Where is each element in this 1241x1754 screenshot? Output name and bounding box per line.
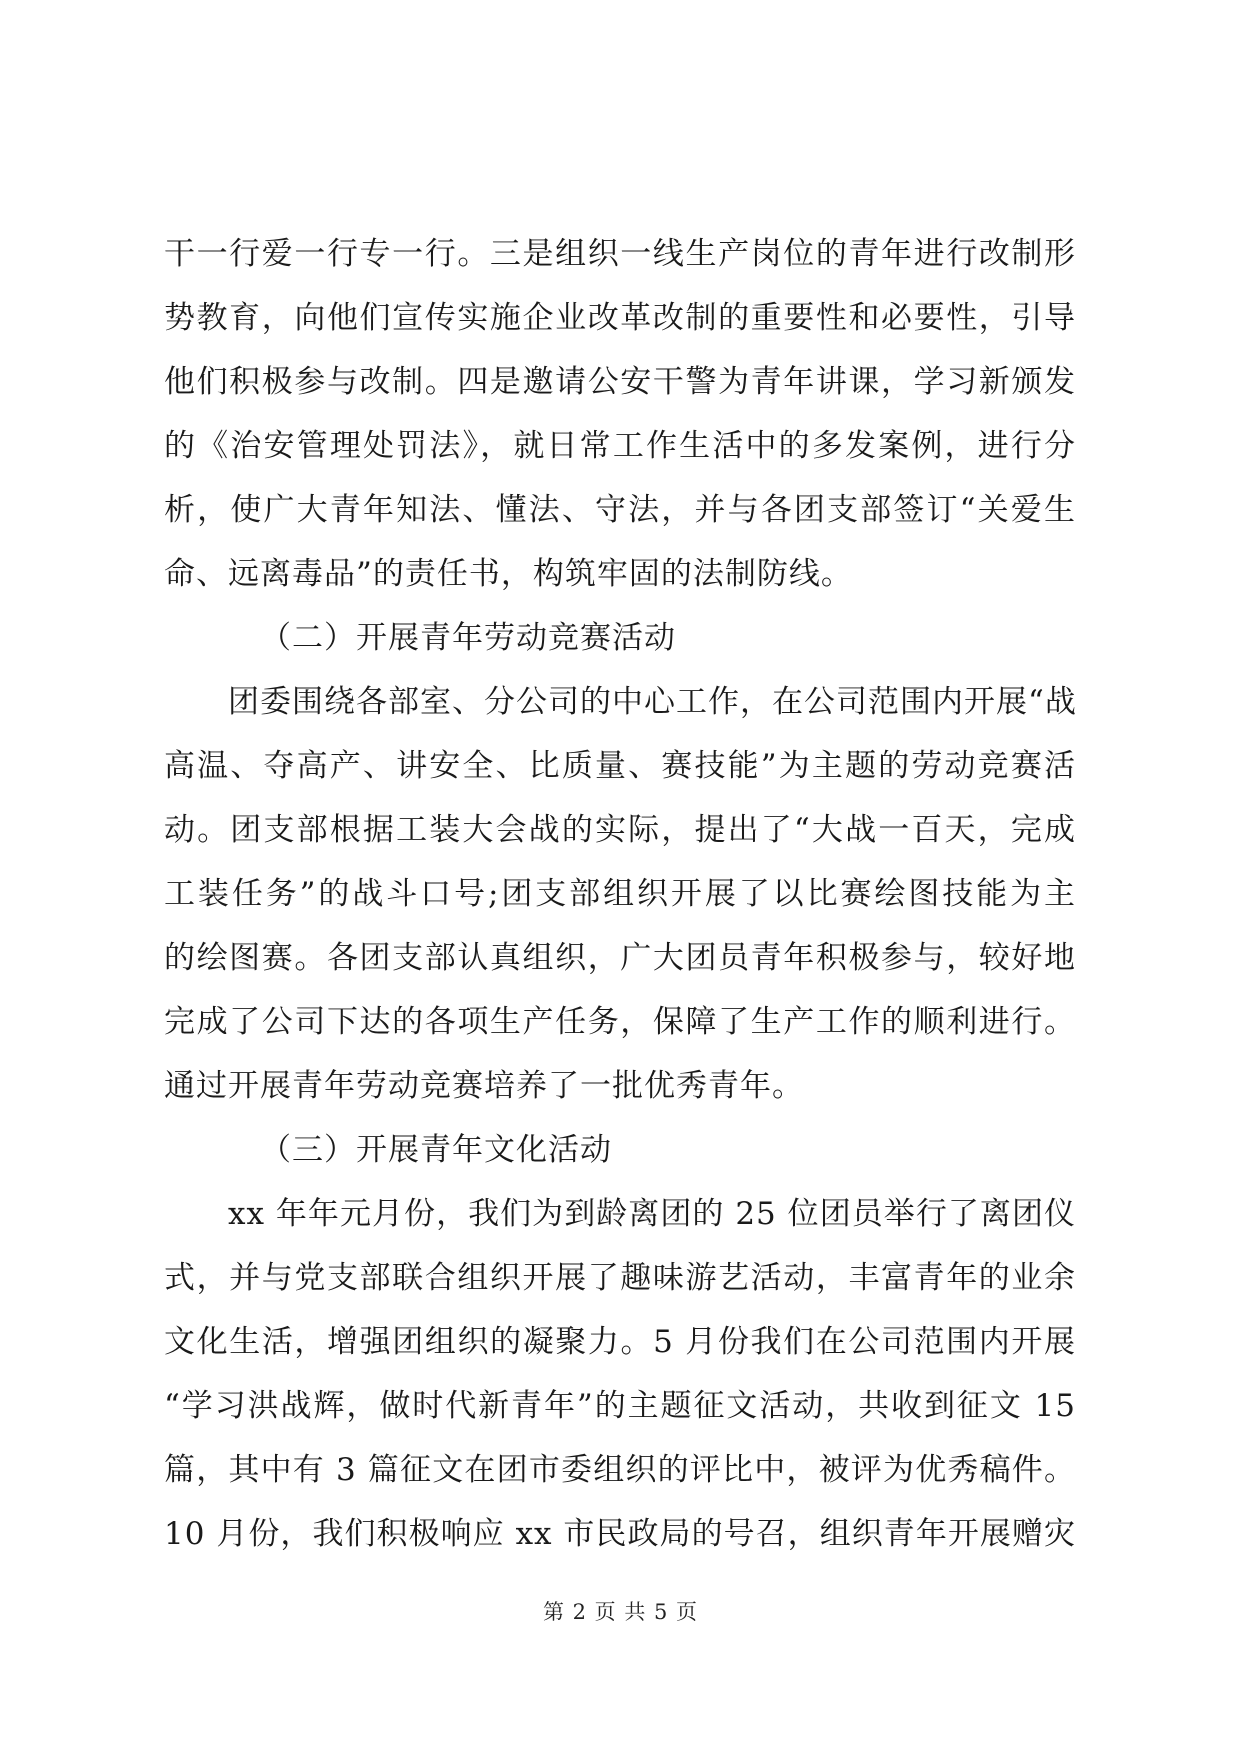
- section-heading: （二）开展青年劳动竞赛活动: [260, 620, 676, 656]
- text-line: 工装任务”的战斗口号;团支部组织开展了以比赛绘图技能为主: [164, 876, 1076, 912]
- text-line: 通过开展青年劳动竞赛培养了一批优秀青年。: [164, 1068, 804, 1104]
- section-heading: （三）开展青年文化活动: [260, 1132, 612, 1168]
- text-line: 10 月份，我们积极响应 xx 市民政局的号召，组织青年开展赠灾: [164, 1516, 1076, 1552]
- body-text: [164, 222, 1076, 1566]
- text-line: 命、远离毒品”的责任书，构筑牢固的法制防线。: [164, 556, 853, 592]
- text-line: xx 年年元月份，我们为到龄离团的 25 位团员举行了离团仪: [228, 1196, 1076, 1232]
- text-line: 文化生活，增强团组织的凝聚力。5 月份我们在公司范围内开展: [164, 1324, 1076, 1360]
- text-line: 干一行爱一行专一行。三是组织一线生产岗位的青年进行改制形: [164, 236, 1076, 272]
- text-line: 式，并与党支部联合组织开展了趣味游艺活动，丰富青年的业余: [164, 1260, 1076, 1296]
- text-line: “学习洪战辉，做时代新青年”的主题征文活动，共收到征文 15: [164, 1388, 1076, 1424]
- text-line: 的《治安管理处罚法》，就日常工作生活中的多发案例，进行分: [164, 428, 1076, 464]
- text-line: 篇，其中有 3 篇征文在团市委组织的评比中，被评为优秀稿件。: [164, 1452, 1076, 1488]
- text-line: 动。团支部根据工装大会战的实际，提出了“大战一百天，完成: [164, 812, 1076, 848]
- text-line: 他们积极参与改制。四是邀请公安干警为青年讲课，学习新颁发: [164, 364, 1076, 400]
- text-line: 析，使广大青年知法、懂法、守法，并与各团支部签订“关爱生: [164, 492, 1076, 528]
- text-line: 势教育，向他们宣传实施企业改革改制的重要性和必要性，引导: [164, 300, 1076, 336]
- page-number-footer: 第 2 页 共 5 页: [542, 1600, 699, 1624]
- text-line: 完成了公司下达的各项生产任务，保障了生产工作的顺利进行。: [164, 1004, 1076, 1040]
- text-line: 团委围绕各部室、分公司的中心工作，在公司范围内开展“战: [228, 684, 1077, 720]
- text-line: 的绘图赛。各团支部认真组织，广大团员青年积极参与，较好地: [164, 940, 1076, 976]
- text-line: 高温、夺高产、讲安全、比质量、赛技能”为主题的劳动竞赛活: [164, 748, 1076, 784]
